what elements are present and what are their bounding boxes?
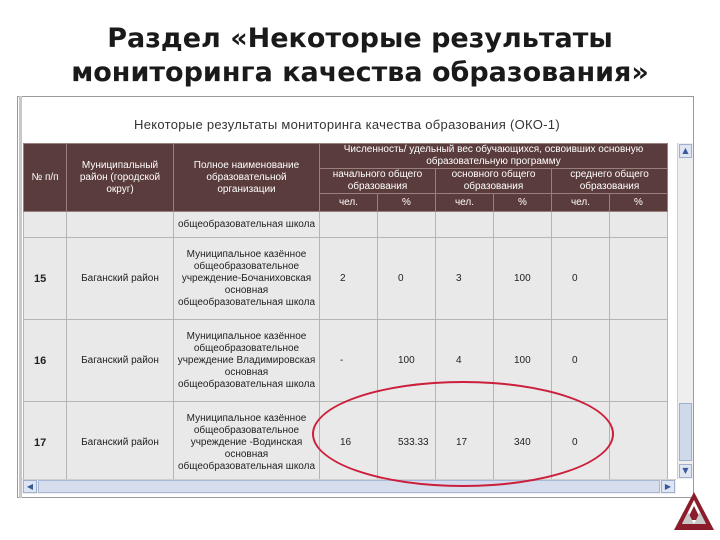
- primary-people-cell: -: [320, 320, 378, 402]
- row-number: 15: [24, 238, 67, 320]
- district-cell: Баганский район: [67, 402, 174, 484]
- org-name-cell: общеобразовательная школа: [174, 212, 320, 238]
- header-secondary: среднего общего образования: [552, 169, 668, 194]
- row-number: 17: [24, 402, 67, 484]
- table-row: [24, 238, 668, 320]
- horizontal-scroll-thumb[interactable]: [38, 480, 660, 493]
- district-cell: Баганский район: [67, 238, 174, 320]
- header-num: № п/п: [24, 144, 67, 212]
- scroll-down-icon[interactable]: ▼: [679, 464, 692, 478]
- primary-people-cell: 16: [320, 402, 378, 484]
- secondary-percent-cell: [610, 320, 668, 402]
- org-name-cell: Муниципальное казённое общеобразовательное учреждение -Водинская основная общеобразовательная школа: [174, 402, 320, 484]
- table-cell: [494, 212, 552, 238]
- basic-people-cell: 17: [436, 402, 494, 484]
- header-unit-percent: %: [610, 194, 668, 212]
- secondary-percent-cell: [610, 402, 668, 484]
- basic-percent-cell: 100: [494, 238, 552, 320]
- org-name-cell: Муниципальное казённое общеобразовательное учреждение Владимировская основная общеобразовательная школа: [174, 320, 320, 402]
- header-row-1: [24, 144, 668, 169]
- scroll-up-icon[interactable]: ▲: [679, 144, 692, 158]
- logo-icon: [672, 490, 716, 534]
- basic-percent-cell: 100: [494, 320, 552, 402]
- table-cell: [378, 212, 436, 238]
- header-unit-percent: %: [494, 194, 552, 212]
- primary-percent-cell: 533.33: [378, 402, 436, 484]
- header-unit-people: чел.: [320, 194, 378, 212]
- table-cell: [552, 212, 610, 238]
- scroll-left-icon[interactable]: ◀: [23, 480, 37, 493]
- slide-title: [0, 22, 720, 90]
- document-title: Некоторые результаты мониторинга качества образования (ОКО-1): [134, 117, 560, 132]
- basic-people-cell: 3: [436, 238, 494, 320]
- table-cell: [610, 212, 668, 238]
- header-district: Муниципальный район (городской округ): [67, 144, 174, 212]
- table-row-partial: [24, 212, 668, 238]
- primary-percent-cell: 0: [378, 238, 436, 320]
- district-cell: Баганский район: [67, 320, 174, 402]
- highlight-oval: [312, 381, 614, 487]
- frame-edge: [19, 96, 22, 498]
- header-org-name: Полное наименование образовательной организации: [174, 144, 320, 212]
- header-unit-people: чел.: [552, 194, 610, 212]
- table-cell: [67, 212, 174, 238]
- header-group: Численность/ удельный вес обучающихся, освоивших основную образовательную программу: [320, 144, 668, 169]
- table-cell: [320, 212, 378, 238]
- secondary-people-cell: 0: [552, 402, 610, 484]
- slide-title-line-1: Раздел «Некоторые результаты: [107, 23, 613, 54]
- slide-title-line-2: мониторинга качества образования»: [71, 57, 649, 88]
- vertical-scrollbar[interactable]: [677, 143, 693, 479]
- header-unit-percent: %: [378, 194, 436, 212]
- table-cell: [436, 212, 494, 238]
- org-name-cell: Муниципальное казённое общеобразовательное учреждение-Бочаниховская основная общеобразовательная школа: [174, 238, 320, 320]
- scroll-right-icon[interactable]: ▶: [661, 480, 675, 493]
- table-cell: [24, 212, 67, 238]
- row-number: 16: [24, 320, 67, 402]
- horizontal-scrollbar[interactable]: [22, 479, 676, 494]
- secondary-people-cell: 0: [552, 320, 610, 402]
- table-row: [24, 320, 668, 402]
- basic-people-cell: 4: [436, 320, 494, 402]
- primary-percent-cell: 100: [378, 320, 436, 402]
- basic-percent-cell: 340: [494, 402, 552, 484]
- vertical-scroll-thumb[interactable]: [679, 403, 692, 461]
- header-unit-people: чел.: [436, 194, 494, 212]
- header-basic: основного общего образования: [436, 169, 552, 194]
- secondary-percent-cell: [610, 238, 668, 320]
- header-primary: начального общего образования: [320, 169, 436, 194]
- secondary-people-cell: 0: [552, 238, 610, 320]
- primary-people-cell: 2: [320, 238, 378, 320]
